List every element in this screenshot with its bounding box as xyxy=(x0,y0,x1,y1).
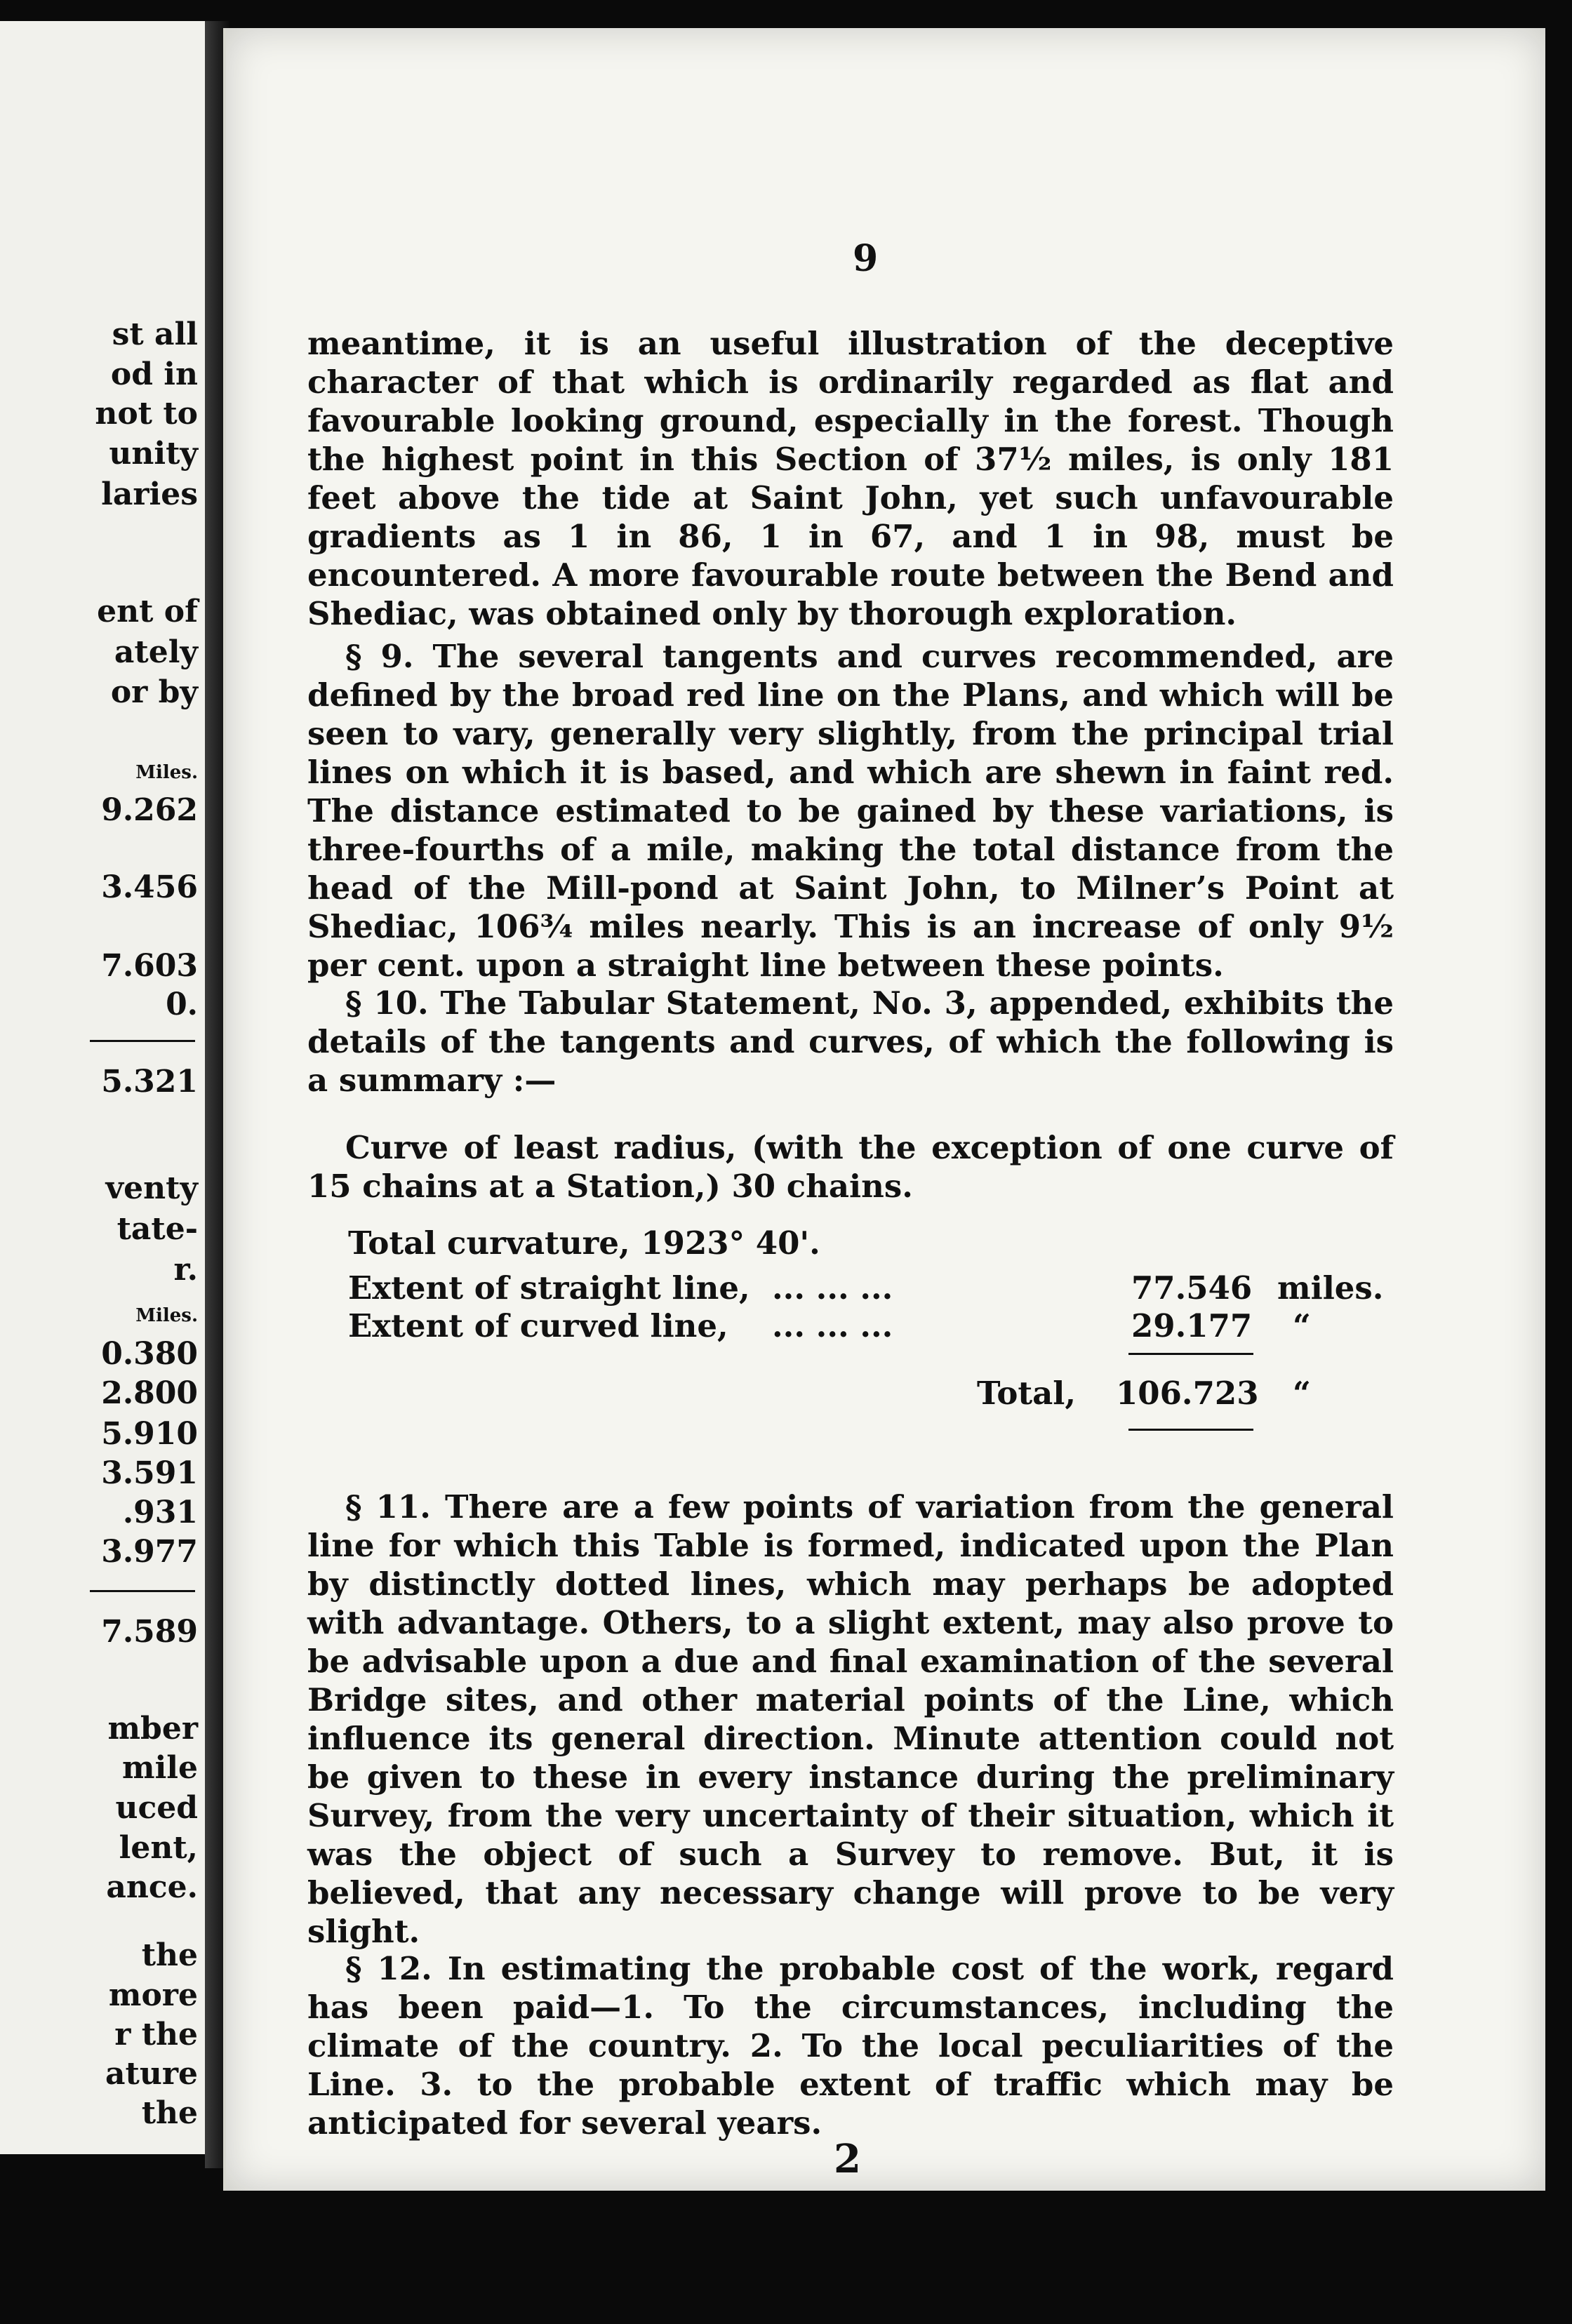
left-page-text-fragment: mber xyxy=(107,1711,198,1747)
left-page-text-fragment: ent of xyxy=(97,594,198,629)
total-value: 106.723 xyxy=(1116,1375,1259,1412)
left-page-text-fragment: ately xyxy=(114,634,198,670)
page-number: 9 xyxy=(853,237,879,280)
left-page-text-fragment: tate- xyxy=(116,1211,198,1247)
left-page-text-fragment: the xyxy=(141,2095,198,2131)
curved-line-label: Extent of curved line, xyxy=(348,1307,728,1344)
left-page-text-fragment: 7.603 xyxy=(101,948,198,984)
left-page-text-fragment: 5.321 xyxy=(101,1064,198,1100)
left-page-text-fragment: lent, xyxy=(119,1830,198,1866)
paragraph-intro: meantime, it is an useful illustration of the deceptive character of that which is ordinarily regarded as flat and favourable looking ground, especially in the forest. Though the highest point in this Section of 37½ miles, is only 181 feet above the tide at Saint John, yet such unfavourable gradients as 1 in 86, 1 in 67, and 1 in 98, must be encountered. A more favourable route between the Bend and Shediac, was obtained only by thorough exploration. xyxy=(307,325,1394,632)
left-page-text-fragment: 7.589 xyxy=(101,1614,198,1650)
left-page-text-fragment: r the xyxy=(114,2017,198,2052)
left-page-text-fragment: 9.262 xyxy=(101,792,198,828)
total-unit: “ xyxy=(1293,1375,1311,1412)
left-page-text-fragment: the xyxy=(141,1937,198,1973)
left-page-rule xyxy=(90,1590,195,1592)
left-page-text-fragment: 0.380 xyxy=(101,1336,198,1372)
left-page-text-fragment: ature xyxy=(105,2056,198,2092)
left-page-text-fragment: 0. xyxy=(166,987,198,1022)
paragraph-section-10: § 10. The Tabular Statement, No. 3, appended, exhibits the details of the tangents and curves, of which the following is a summary :— xyxy=(307,984,1394,1099)
left-page-text-fragment: uced xyxy=(115,1790,198,1826)
curved-line-unit: “ xyxy=(1293,1307,1311,1344)
summary-rule-bottom xyxy=(1128,1429,1253,1431)
signature-mark: 2 xyxy=(834,2136,861,2182)
left-page-text-fragment: Miles. xyxy=(135,762,198,783)
left-page-text-fragment: venty xyxy=(105,1170,198,1206)
left-page-text-fragment: .931 xyxy=(122,1495,198,1530)
left-page-text-fragment: st all xyxy=(112,316,198,352)
curve-of-least-radius: Curve of least radius, (with the exception of one curve of 15 chains at a Station,) 30 chains. xyxy=(307,1129,1394,1205)
left-page-text-fragment: 3.591 xyxy=(101,1455,198,1491)
summary-rule-top xyxy=(1128,1353,1253,1355)
left-page-rule xyxy=(90,1040,195,1042)
left-page-text-fragment: ance. xyxy=(106,1869,198,1905)
left-page-text-fragment: 2.800 xyxy=(101,1375,198,1411)
straight-line-dots: ... ... ... xyxy=(772,1269,893,1307)
curved-line-dots: ... ... ... xyxy=(772,1307,893,1344)
left-page-text-fragment: not to xyxy=(95,396,198,432)
left-page-text-fragment: or by xyxy=(110,674,198,710)
left-page-text-fragment: 5.910 xyxy=(101,1416,198,1452)
left-page-text-fragment: r. xyxy=(173,1252,198,1288)
left-page-text-fragment: more xyxy=(108,1977,198,2013)
paragraph-section-11: § 11. There are a few points of variation from the general line for which this Table is formed, indicated upon the Plan by distinctly dotted lines, which may perhaps be adopted with advantage. Others, to a slight extent, may also prove to be advisable upon a due and final examination of the several Bridge sites, and other material points of the Line, which influence its general direction. Minute attention could not be given to these in every instance during the preliminary Survey, from the very uncertainty of their situation, which it was the object of such a Survey to remove. But, it is believed, that any necessary change will prove to be very slight. xyxy=(307,1488,1394,1950)
straight-line-value: 77.546 xyxy=(1131,1269,1253,1307)
paragraph-section-9: § 9. The several tangents and curves recommended, are defined by the broad red line on the Plans, and which will be seen to vary, generally very slightly, from the principal trial lines on which it is based, and which are shewn in faint red. The distance estimated to be gained by these variations, is three-fourths of a mile, making the total distance from the head of the Mill-pond at Saint John, to Milner’s Point at Shediac, 106¾ miles nearly. This is an increase of only 9½ per cent. upon a straight line between these points. xyxy=(307,638,1394,984)
left-page-text-fragment: od in xyxy=(110,356,198,392)
straight-line-unit: miles. xyxy=(1277,1269,1384,1307)
left-page-text-fragment: laries xyxy=(101,476,198,512)
straight-line-label: Extent of straight line, xyxy=(348,1269,750,1307)
left-page-fragment xyxy=(0,21,205,2154)
total-label: Total, xyxy=(977,1375,1077,1412)
left-page-text-fragment: mile xyxy=(122,1750,198,1786)
left-page-text-fragment: Miles. xyxy=(135,1305,198,1326)
left-page-text-fragment: 3.456 xyxy=(101,869,198,905)
left-page-text-fragment: 3.977 xyxy=(101,1534,198,1570)
total-curvature: Total curvature, 1923° 40'. xyxy=(348,1224,820,1262)
curved-line-value: 29.177 xyxy=(1131,1307,1253,1344)
paragraph-section-12: § 12. In estimating the probable cost of the work, regard has been paid—1. To the circumstances, including the climate of the country. 2. To the local peculiarities of the Line. 3. to the probable extent of traffic which may be anticipated for several years. xyxy=(307,1950,1394,2142)
left-page-text-fragment: unity xyxy=(109,436,198,472)
